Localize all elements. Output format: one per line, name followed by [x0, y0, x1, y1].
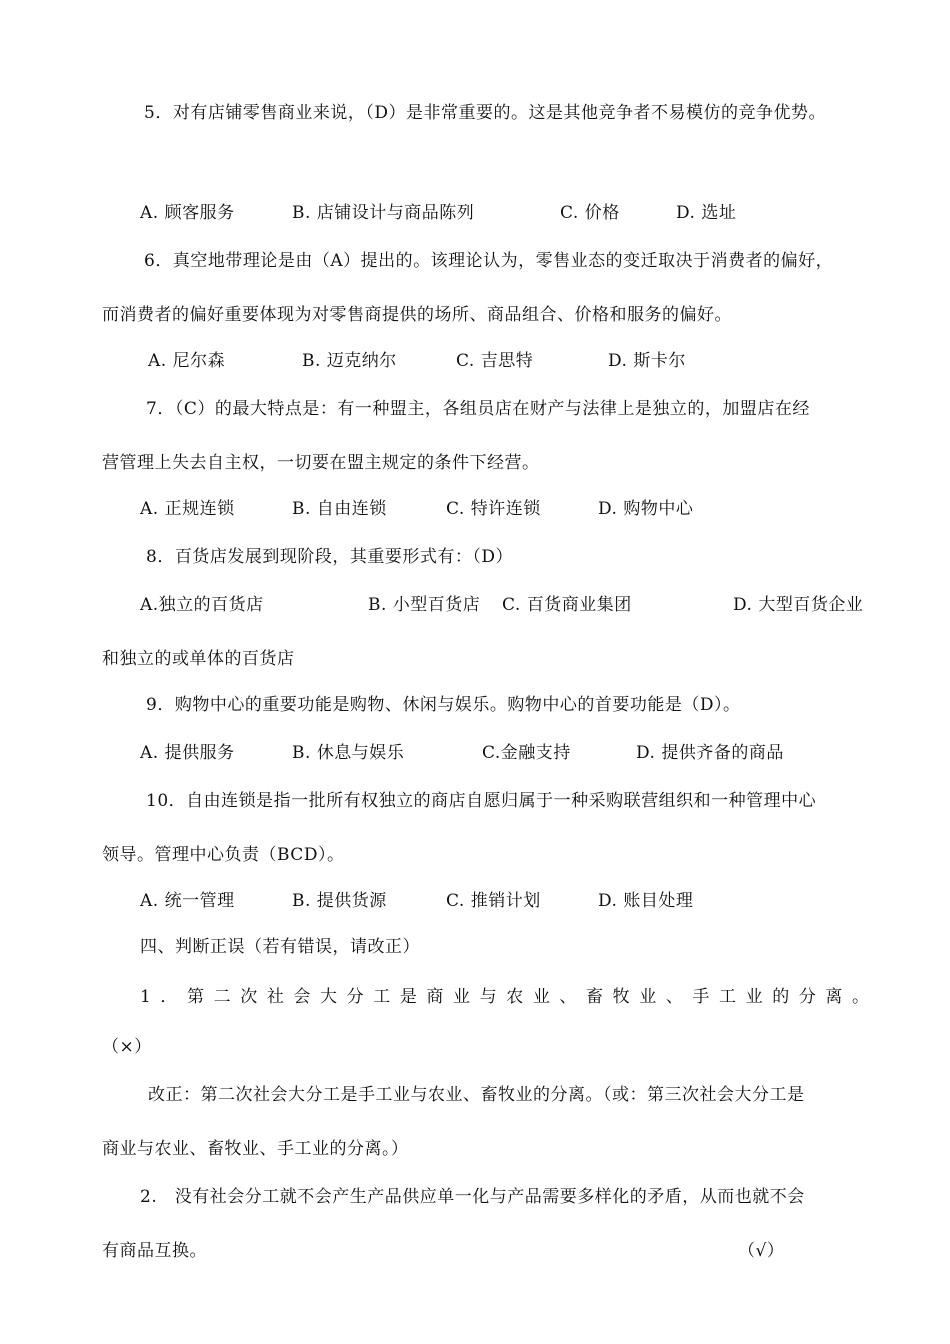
q9-stem: 9．购物中心的重要功能是购物、休闲与娱乐。购物中心的首要功能是（D）。: [146, 695, 741, 715]
q8-stem: 8．百货店发展到现阶段，其重要形式有：（D）: [146, 547, 513, 567]
q8-option-a: A.独立的百货店: [140, 595, 264, 615]
judgement-1-correction-line1: 改正：第二次社会大分工是手工业与农业、畜牧业的分离。（或：第三次社会大分工是: [148, 1085, 805, 1105]
judgement-2-mark: （√）: [738, 1241, 785, 1261]
q7-option-a: A. 正规连锁: [140, 499, 235, 519]
judgement-2-statement-line1: 2. 没有社会分工就不会产生产品供应单一化与产品需要多样化的矛盾，从而也就不会: [140, 1187, 805, 1207]
q9-option-b: B. 休息与娱乐: [292, 743, 405, 763]
q8-option-d-continued: 和独立的或单体的百货店: [102, 649, 295, 669]
q5-option-a: A. 顾客服务: [140, 203, 235, 223]
q7-option-c: C. 特许连锁: [446, 499, 541, 519]
q6-option-d: D. 斯卡尔: [608, 351, 686, 371]
q10-option-d: D. 账目处理: [598, 891, 694, 911]
q6-stem-line2: 而消费者的偏好重要体现为对零售商提供的场所、商品组合、价格和服务的偏好。: [102, 305, 732, 325]
q6-option-c: C. 吉思特: [456, 351, 534, 371]
judgement-2-statement-line2: 有商品互换。: [102, 1241, 207, 1261]
q10-stem-line2: 领导。管理中心负责（BCD）。: [102, 845, 345, 865]
q7-option-b: B. 自由连锁: [292, 499, 387, 519]
q9-option-a: A. 提供服务: [140, 743, 235, 763]
q7-option-d: D. 购物中心: [598, 499, 694, 519]
judgement-1-correction-line2: 商业与农业、畜牧业、手工业的分离。）: [102, 1139, 409, 1159]
judgement-1-mark: （×）: [102, 1037, 152, 1057]
q5-stem: 5．对有店铺零售商业来说，（D）是非常重要的。这是其他竞争者不易模仿的竞争优势。: [144, 103, 826, 123]
q6-stem-line1: 6．真空地带理论是由（A）提出的。该理论认为，零售业态的变迁取决于消费者的偏好，: [144, 251, 834, 271]
q9-option-c: C.金融支持: [482, 743, 571, 763]
q10-stem-line1: 10．自由连锁是指一批所有权独立的商店自愿归属于一种采购联营组织和一种管理中心: [146, 791, 817, 811]
judgement-1-statement: 1．第二次社会大分工是商业与农业、畜牧业、手工业的分离。: [140, 987, 879, 1007]
q10-option-a: A. 统一管理: [140, 891, 235, 911]
q6-option-b: B. 迈克纳尔: [302, 351, 397, 371]
q8-option-b: B. 小型百货店: [368, 595, 481, 615]
q9-option-d: D. 提供齐备的商品: [636, 743, 784, 763]
q6-option-a: A. 尼尔森: [148, 351, 226, 371]
q7-stem-line1: 7．（C）的最大特点是：有一种盟主，各组员店在财产与法律上是独立的，加盟店在经: [146, 399, 810, 419]
q10-option-c: C. 推销计划: [446, 891, 541, 911]
q8-option-c: C. 百货商业集团: [502, 595, 632, 615]
section-heading: 四、判断正误（若有错误，请改正）: [140, 937, 420, 957]
q8-option-d: D. 大型百货企业: [733, 595, 864, 615]
q7-stem-line2: 营管理上失去自主权，一切要在盟主规定的条件下经营。: [102, 453, 540, 473]
q5-option-b: B. 店铺设计与商品陈列: [292, 203, 475, 223]
q5-option-c: C. 价格: [560, 203, 620, 223]
q5-option-d: D. 选址: [676, 203, 737, 223]
q10-option-b: B. 提供货源: [292, 891, 387, 911]
